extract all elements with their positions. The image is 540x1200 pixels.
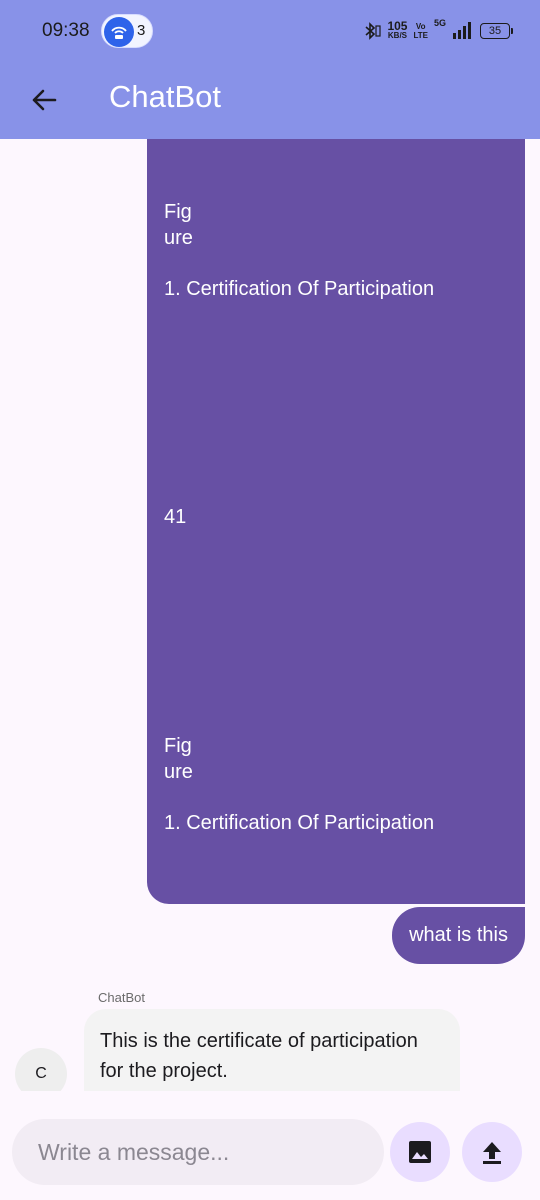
message-text: Fig (164, 735, 192, 757)
message-text: Fig (164, 201, 192, 223)
message-text: ure (164, 227, 193, 249)
bot-message-bubble (84, 1009, 460, 1091)
battery-level: 35 (488, 25, 502, 37)
avatar-initial: C (35, 1065, 47, 1082)
hotspot-indicator (101, 14, 153, 48)
message-text: ure (164, 761, 193, 783)
upload-icon (478, 1138, 506, 1166)
chat-list[interactable] (0, 139, 540, 1091)
page-title: ChatBot (109, 79, 222, 114)
image-icon (406, 1138, 434, 1166)
app-bar (0, 62, 540, 139)
message-text: what is this (409, 924, 508, 946)
message-text: 1. Certification Of Participation (164, 278, 435, 300)
message-text: 41 (164, 506, 187, 528)
battery-icon (480, 23, 510, 39)
volte-indicator: Vo LTE (413, 22, 428, 40)
status-bar (0, 0, 540, 62)
message-text: This is the certificate of participation for the project. (100, 1030, 418, 1082)
upload-button[interactable] (462, 1122, 522, 1182)
message-input[interactable] (12, 1119, 384, 1185)
bot-name-label: ChatBot (98, 990, 145, 1005)
bluetooth-icon (363, 21, 381, 41)
arrow-back-icon (30, 86, 58, 114)
hotspot-icon (104, 17, 134, 47)
bot-avatar (15, 1048, 67, 1091)
hotspot-count: 3 (137, 22, 146, 39)
status-icons (363, 18, 510, 44)
status-time: 09:38 (42, 20, 90, 41)
back-button[interactable] (24, 80, 64, 120)
message-text: 1. Certification Of Participation (164, 812, 435, 834)
network-speed: 105 KB/S (387, 19, 408, 40)
signal-icon (452, 22, 474, 40)
user-message-bubble (392, 907, 525, 964)
user-message-bubble (147, 139, 525, 904)
image-button[interactable] (390, 1122, 450, 1182)
network-type: 5G (433, 18, 446, 28)
